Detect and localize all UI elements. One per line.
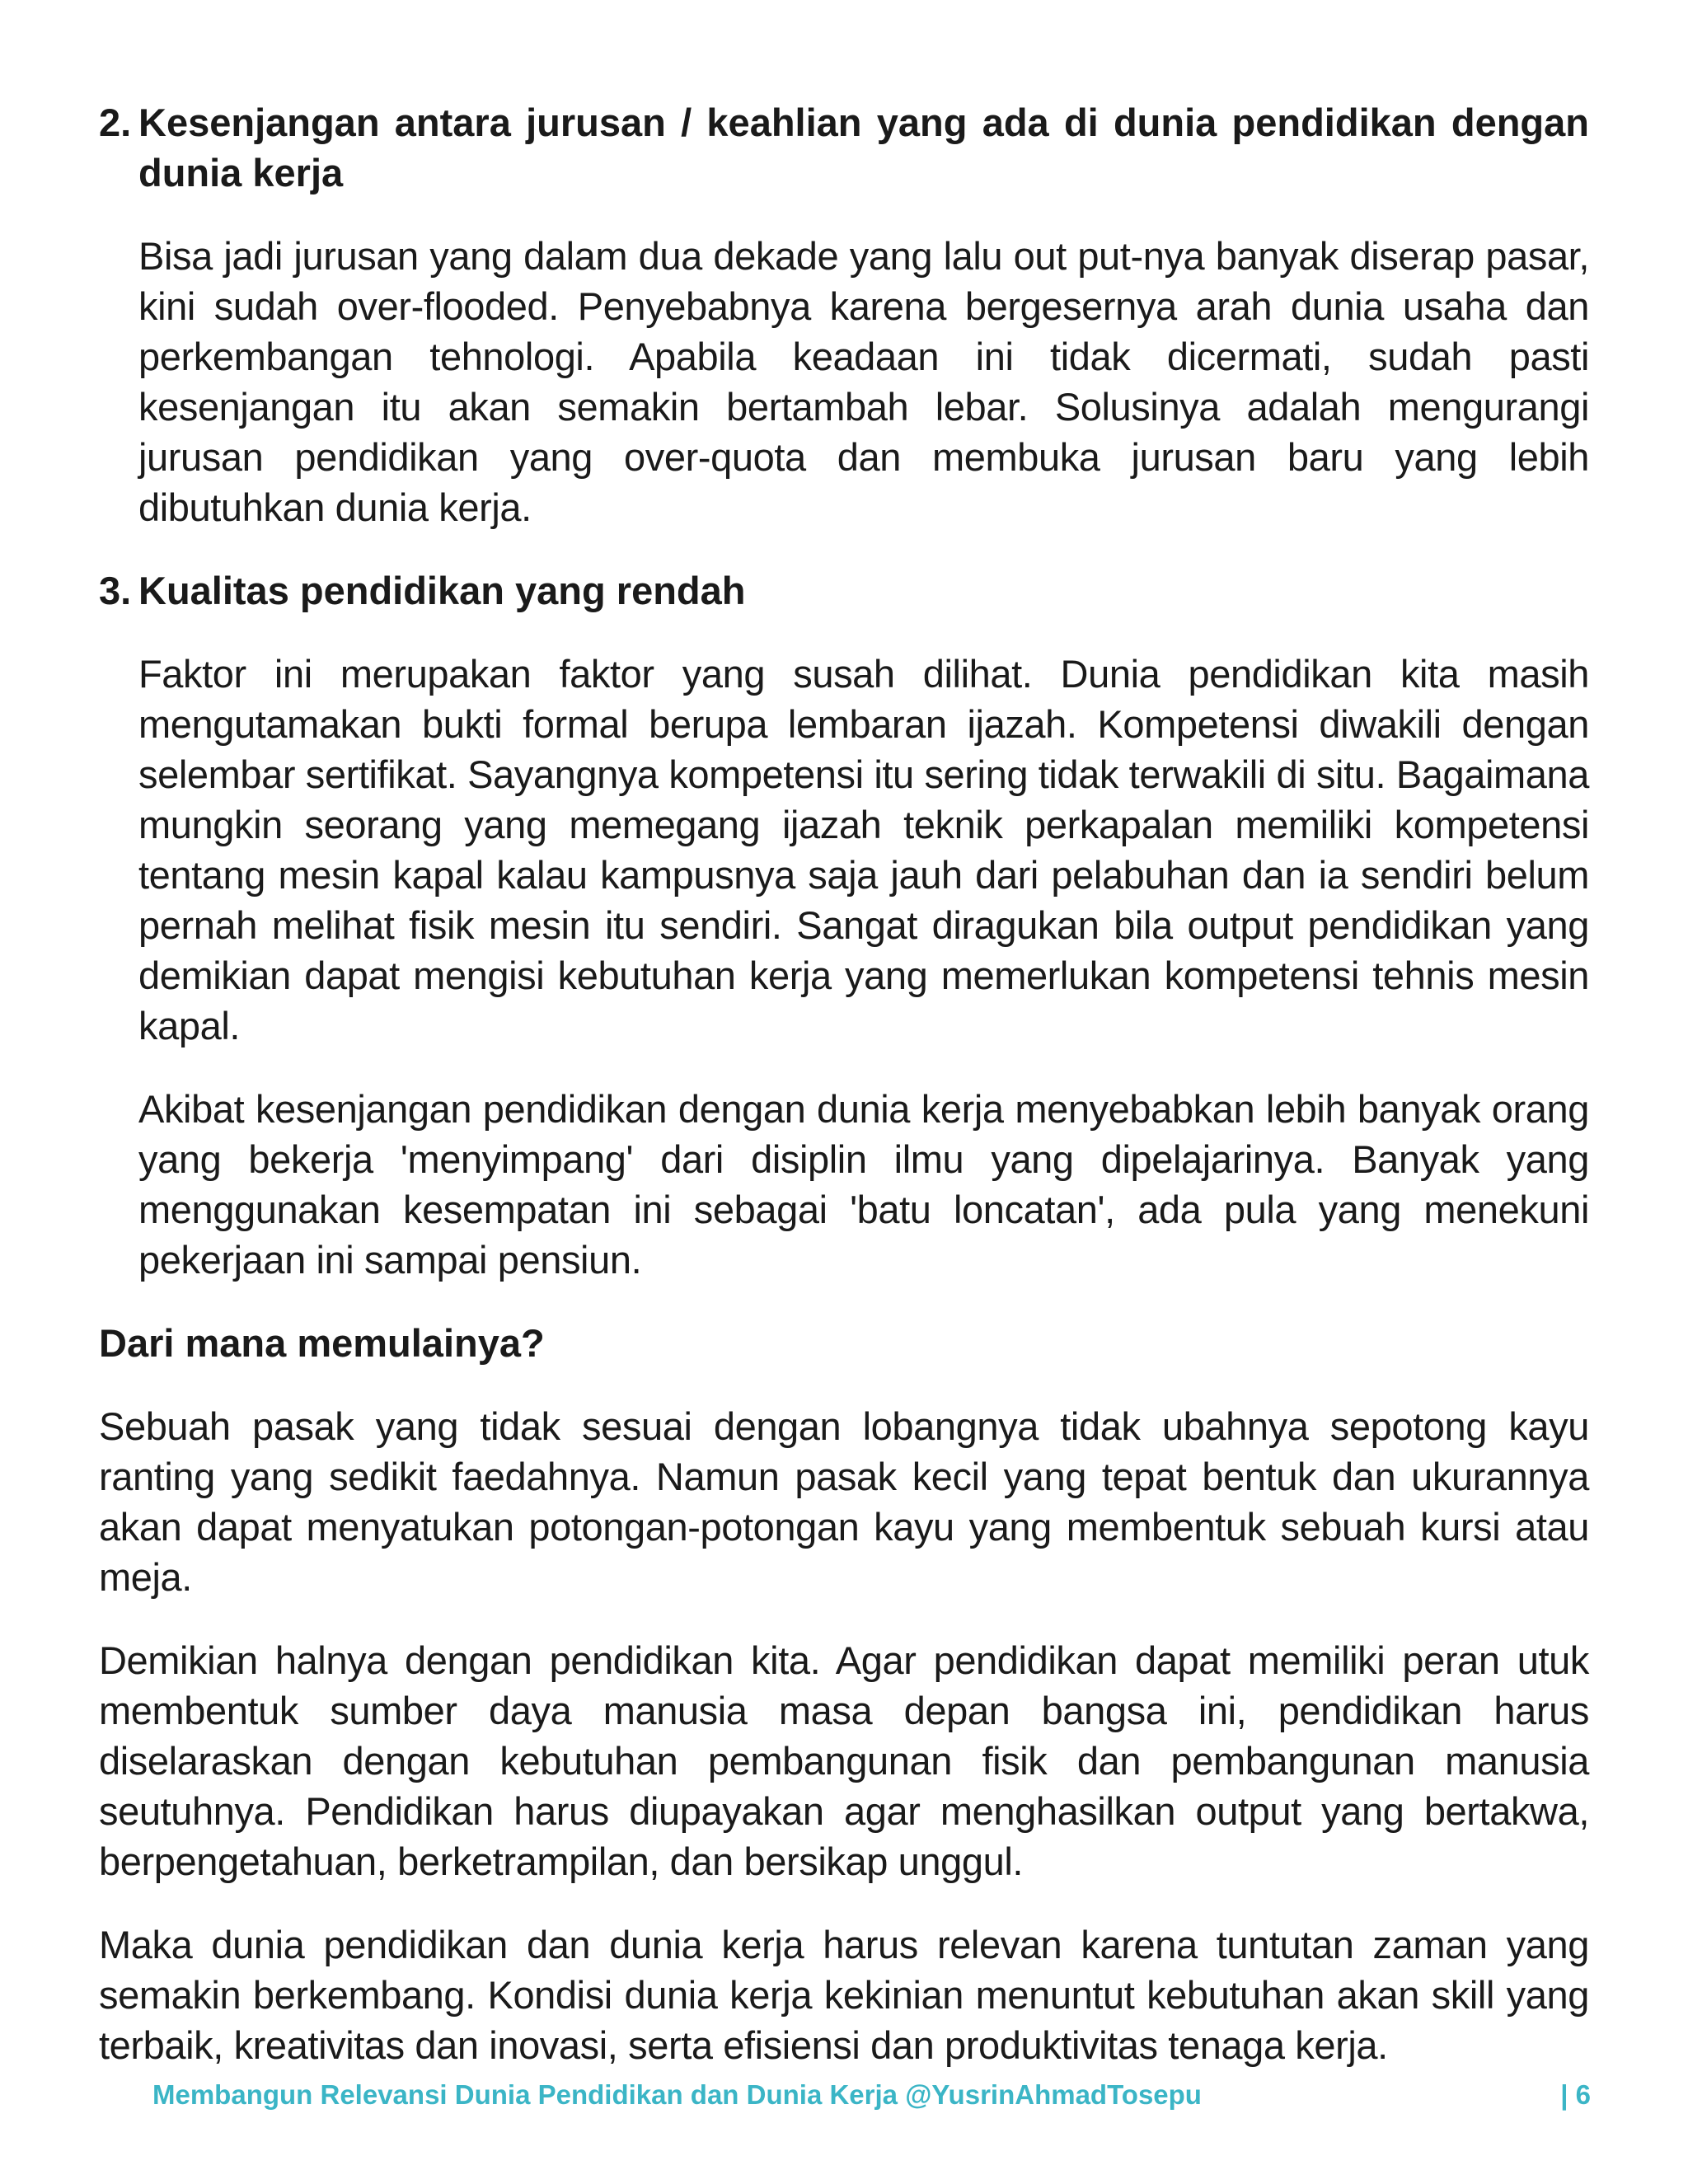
paragraph: Sebuah pasak yang tidak sesuai dengan lobangnya tidak ubahnya sepotong kayu ranting yang sedikit faedahnya. Namun pasak kecil yang tepat bentuk dan ukurannya akan dapat menyatukan potongan-potongan kayu yang membentuk sebuah kursi atau meja.	[99, 1404, 1589, 1599]
page-footer	[152, 2077, 1591, 2113]
paragraph: Maka dunia pendidikan dan dunia kerja harus relevan karena tuntutan zaman yang semakin berkembang. Kondisi dunia kerja kekinian menuntut kebutuhan akan skill yang terbaik, kreativitas dan inovasi, serta efisiensi dan produktivitas tenaga kerja.	[99, 1923, 1589, 2067]
footer-title: Membangun Relevansi Dunia Pendidikan dan Dunia Kerja @YusrinAhmadTosepu	[152, 2079, 1202, 2110]
section-number: 3.	[99, 569, 132, 612]
section-number: 2.	[99, 101, 132, 144]
section-heading-3	[99, 565, 1589, 616]
paragraph: Faktor ini merupakan faktor yang susah dilihat. Dunia pendidikan kita masih mengutamakan bukti formal berupa lembaran ijazah. Kompetensi diwakili dengan selembar sertifikat. Sayangnya kompetensi itu sering tidak terwakili di situ. Bagaimana mungkin seorang yang memegang ijazah teknik perkapalan memiliki kompetensi tentang mesin kapal kalau kampusnya saja jauh dari pelabuhan dan ia sendiri belum pernah melihat fisik mesin itu sendiri. Sangat diragukan bila output pendidikan yang demikian dapat mengisi kebutuhan kerja yang memerlukan kompetensi tehnis mesin kapal.	[138, 652, 1589, 1047]
section-title: Dari mana memulainya?	[99, 1321, 545, 1365]
page-number: | 6	[1560, 2079, 1591, 2110]
paragraph: Demikian halnya dengan pendidikan kita. Agar pendidikan dapat memiliki peran utuk membentuk sumber daya manusia masa depan bangsa ini, pendidikan harus diselaraskan dengan kebutuhan pembangunan fisik dan pembangunan manusia seutuhnya. Pendidikan harus diupayakan agar menghasilkan output yang bertakwa, berpengetahuan, berketrampilan, dan bersikap unggul.	[99, 1638, 1589, 1883]
section-heading-2	[99, 97, 1589, 198]
page-body	[99, 97, 1589, 2070]
section-heading-start	[99, 1318, 1589, 1368]
section-title: Kesenjangan antara jurusan / keahlian yang ada di dunia pendidikan dengan dunia kerja	[138, 101, 1589, 194]
section-title: Kualitas pendidikan yang rendah	[138, 569, 746, 612]
paragraph: Bisa jadi jurusan yang dalam dua dekade yang lalu out put-nya banyak diserap pasar, kini sudah over-flooded. Penyebabnya karena bergesernya arah dunia usaha dan perkembangan tehnologi. Apabila keadaan ini tidak dicermati, sudah pasti kesenjangan itu akan semakin bertambah lebar. Solusinya adalah mengurangi jurusan pendidikan yang over-quota dan membuka jurusan baru yang lebih dibutuhkan dunia kerja.	[138, 234, 1589, 529]
paragraph: Akibat kesenjangan pendidikan dengan dunia kerja menyebabkan lebih banyak orang yang bekerja 'menyimpang' dari disiplin ilmu yang dipelajarinya. Banyak yang menggunakan kesempatan ini sebagai 'batu loncatan', ada pula yang menekuni pekerjaan ini sampai pensiun.	[138, 1087, 1589, 1282]
